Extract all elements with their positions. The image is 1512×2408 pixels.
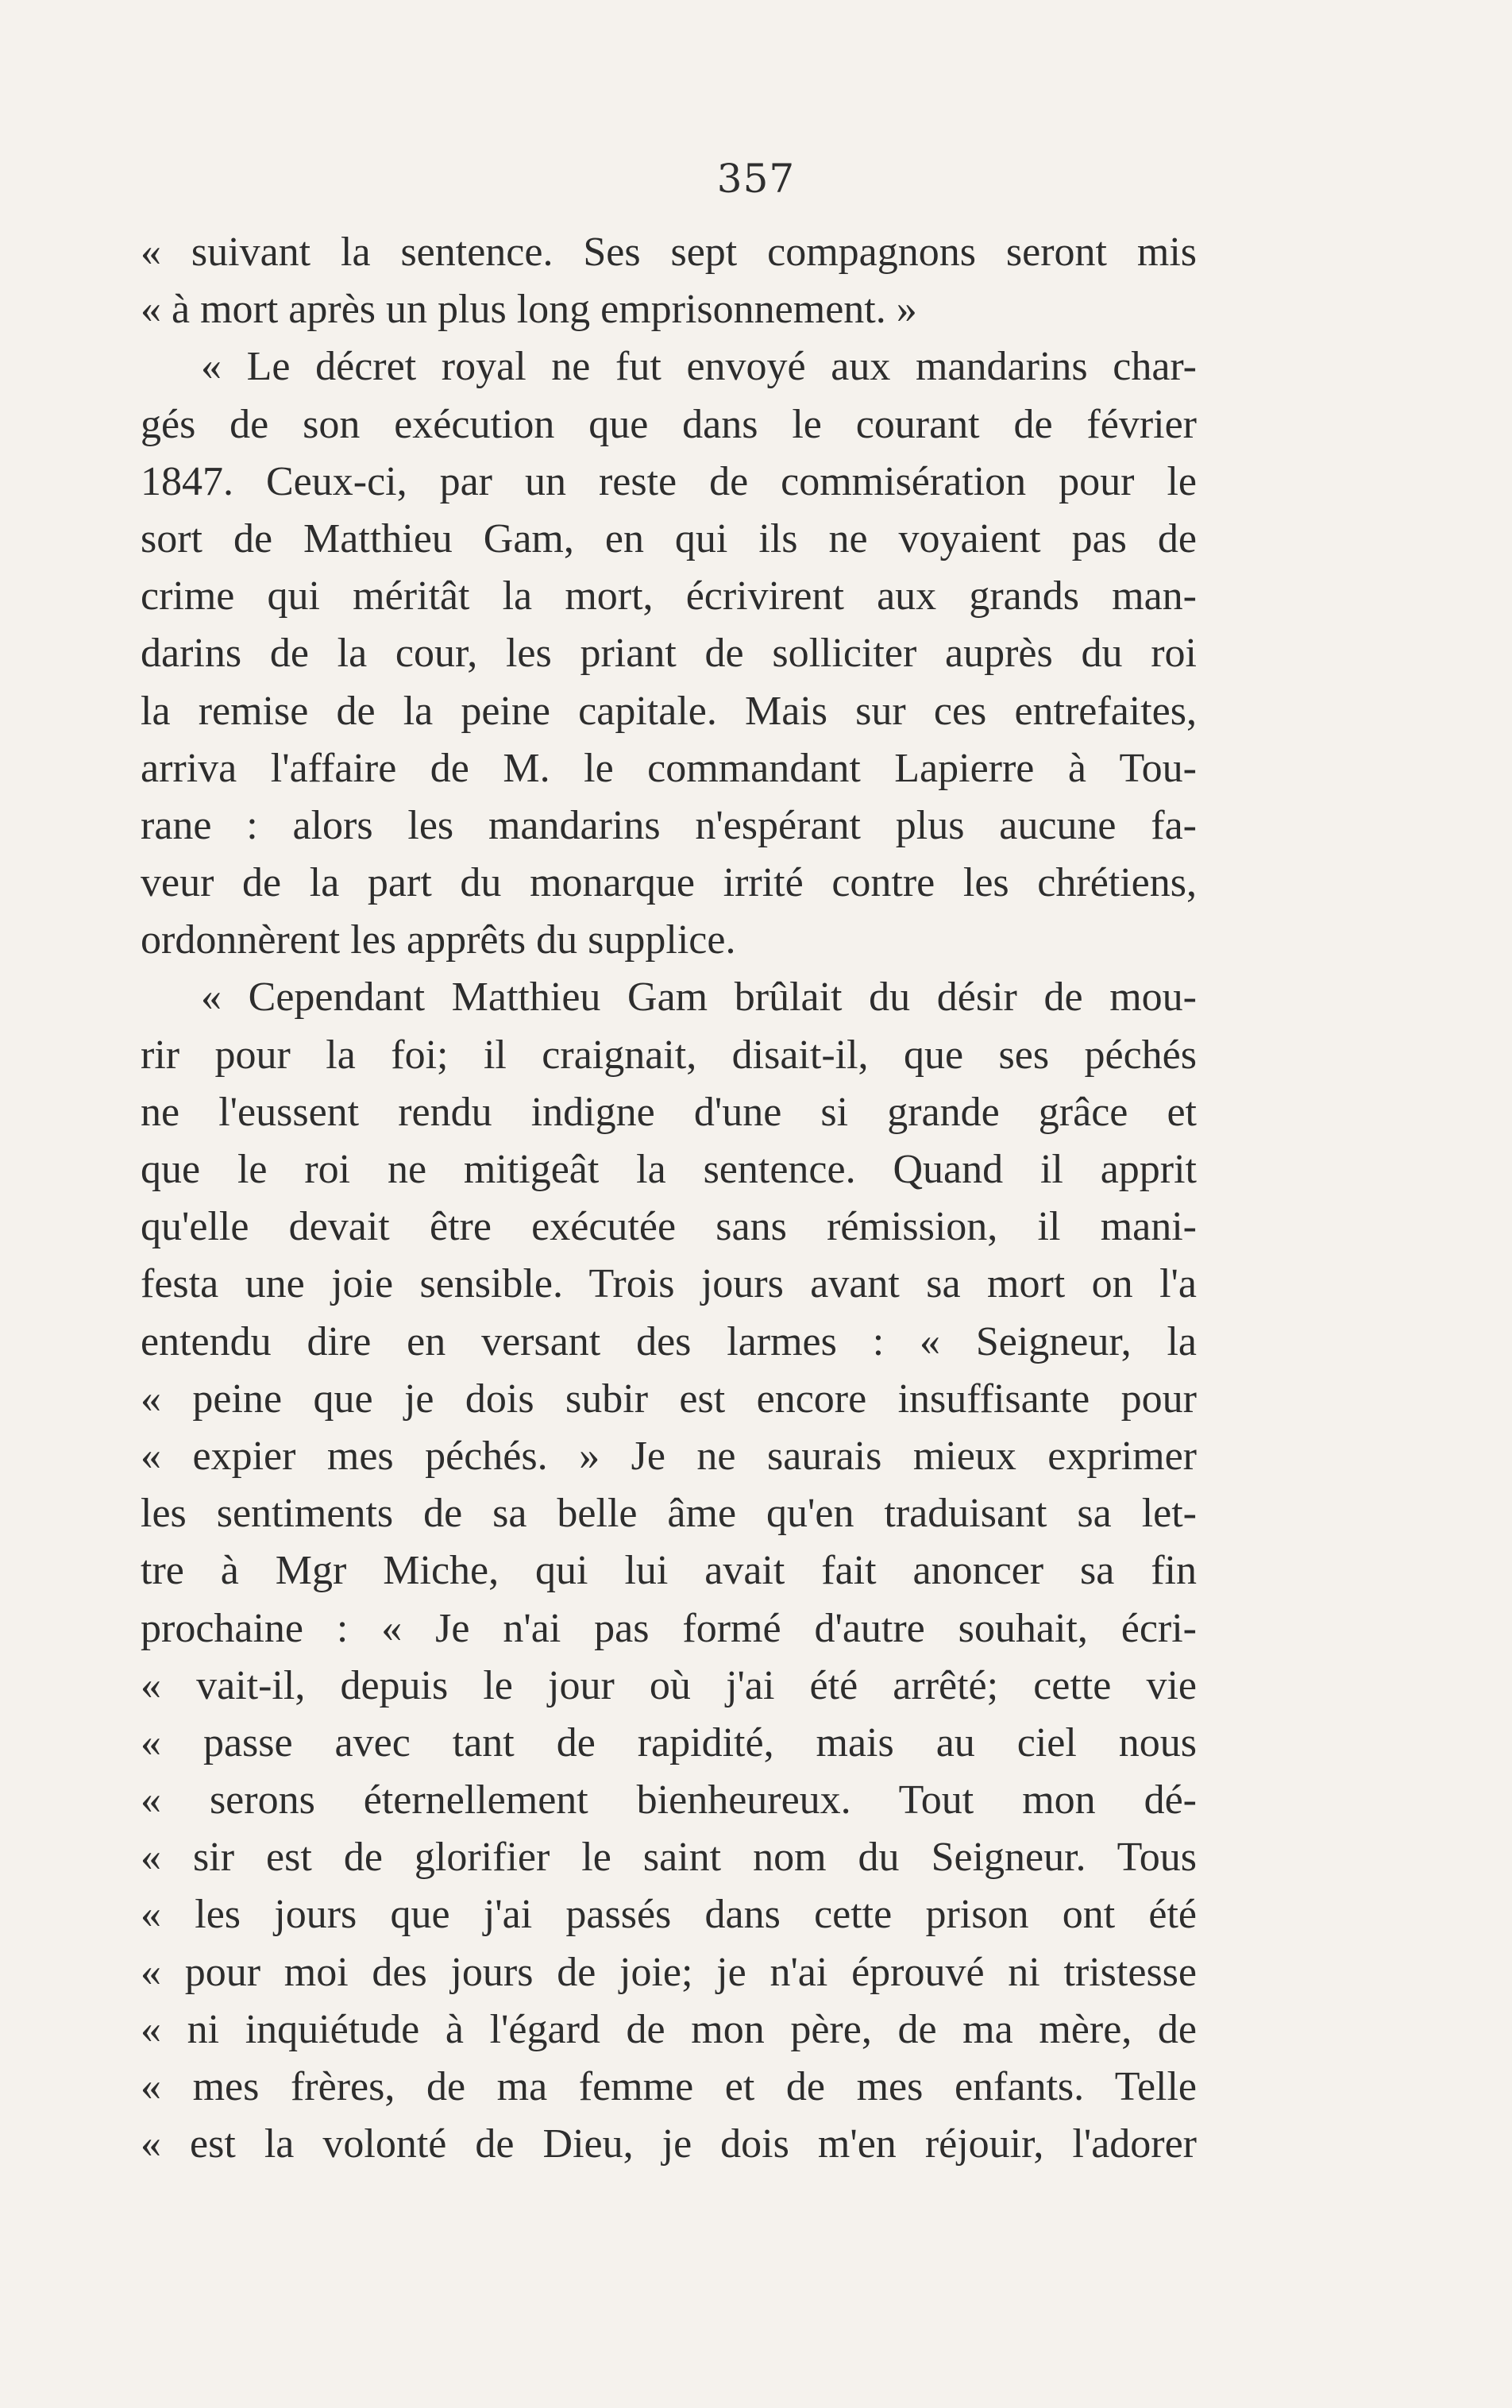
text-line: « passe avec tant de rapidité, mais au ciel nous	[141, 1719, 1197, 1765]
text-line: « est la volonté de Dieu, je dois m'en réjouir, l'adorer	[141, 2121, 1197, 2167]
text-line: « suivant la sentence. Ses sept compagnons seront mis	[141, 230, 1197, 275]
text-line: festa une joie sensible. Trois jours avant sa mort on l'a	[141, 1261, 1197, 1307]
text-line: les sentiments de sa belle âme qu'en traduisant sa let-	[141, 1491, 1197, 1537]
text-line: tre à Mgr Miche, qui lui avait fait anoncer sa fin	[141, 1548, 1197, 1594]
text-line: « Le décret royal ne fut envoyé aux mandarins char-	[201, 344, 1197, 390]
text-line: « serons éternellement bienheureux. Tout mon dé-	[141, 1777, 1197, 1823]
text-line: « expier mes péchés. » Je ne saurais mieux exprimer	[141, 1433, 1197, 1479]
text-line: « mes frères, de ma femme et de mes enfants. Telle	[141, 2064, 1197, 2109]
text-line: darins de la cour, les priant de solliciter auprès du roi	[141, 631, 1197, 677]
text-line: ne l'eussent rendu indigne d'une si grande grâce et	[141, 1089, 1197, 1135]
text-line: qu'elle devait être exécutée sans rémission, il mani-	[141, 1204, 1197, 1250]
text-line: que le roi ne mitigeât la sentence. Quand il apprit	[141, 1147, 1197, 1192]
text-line: rir pour la foi; il craignait, disait-il, que ses péchés	[141, 1032, 1197, 1078]
text-line: ordonnèrent les apprêts du supplice.	[141, 917, 736, 963]
text-line: la remise de la peine capitale. Mais sur ces entrefaites,	[141, 688, 1197, 734]
text-line: crime qui méritât la mort, écrivirent aux grands man-	[141, 573, 1197, 619]
text-line: rane : alors les mandarins n'espérant plus aucune fa-	[141, 802, 1197, 848]
body-text	[141, 224, 1197, 2173]
text-line: « ni inquiétude à l'égard de mon père, de ma mère, de	[141, 2006, 1197, 2052]
text-line: veur de la part du monarque irrité contre les chrétiens,	[141, 860, 1197, 906]
text-line: « sir est de glorifier le saint nom du Seigneur. Tous	[141, 1835, 1197, 1881]
text-line: arriva l'affaire de M. le commandant Lapierre à Tou-	[141, 745, 1197, 791]
text-line: « à mort après un plus long emprisonnement. »	[141, 287, 917, 333]
text-line: « peine que je dois subir est encore insuffisante pour	[141, 1376, 1197, 1422]
text-line: sort de Matthieu Gam, en qui ils ne voyaient pas de	[141, 515, 1197, 561]
text-line: gés de son exécution que dans le courant de février	[141, 401, 1197, 447]
text-line: prochaine : « Je n'ai pas formé d'autre souhait, écri-	[141, 1605, 1197, 1651]
text-line: « les jours que j'ai passés dans cette prison ont été	[141, 1892, 1197, 1938]
page-number: 357	[716, 156, 796, 202]
text-line: « vait-il, depuis le jour où j'ai été arrêté; cette vie	[141, 1662, 1197, 1708]
text-line: entendu dire en versant des larmes : « Seigneur, la	[141, 1318, 1197, 1364]
text-line: 1847. Ceux-ci, par un reste de commisération pour le	[141, 458, 1197, 504]
text-line: « pour moi des jours de joie; je n'ai éprouvé ni tristesse	[141, 1949, 1197, 1995]
text-line: « Cependant Matthieu Gam brûlait du désir de mou-	[201, 974, 1197, 1021]
